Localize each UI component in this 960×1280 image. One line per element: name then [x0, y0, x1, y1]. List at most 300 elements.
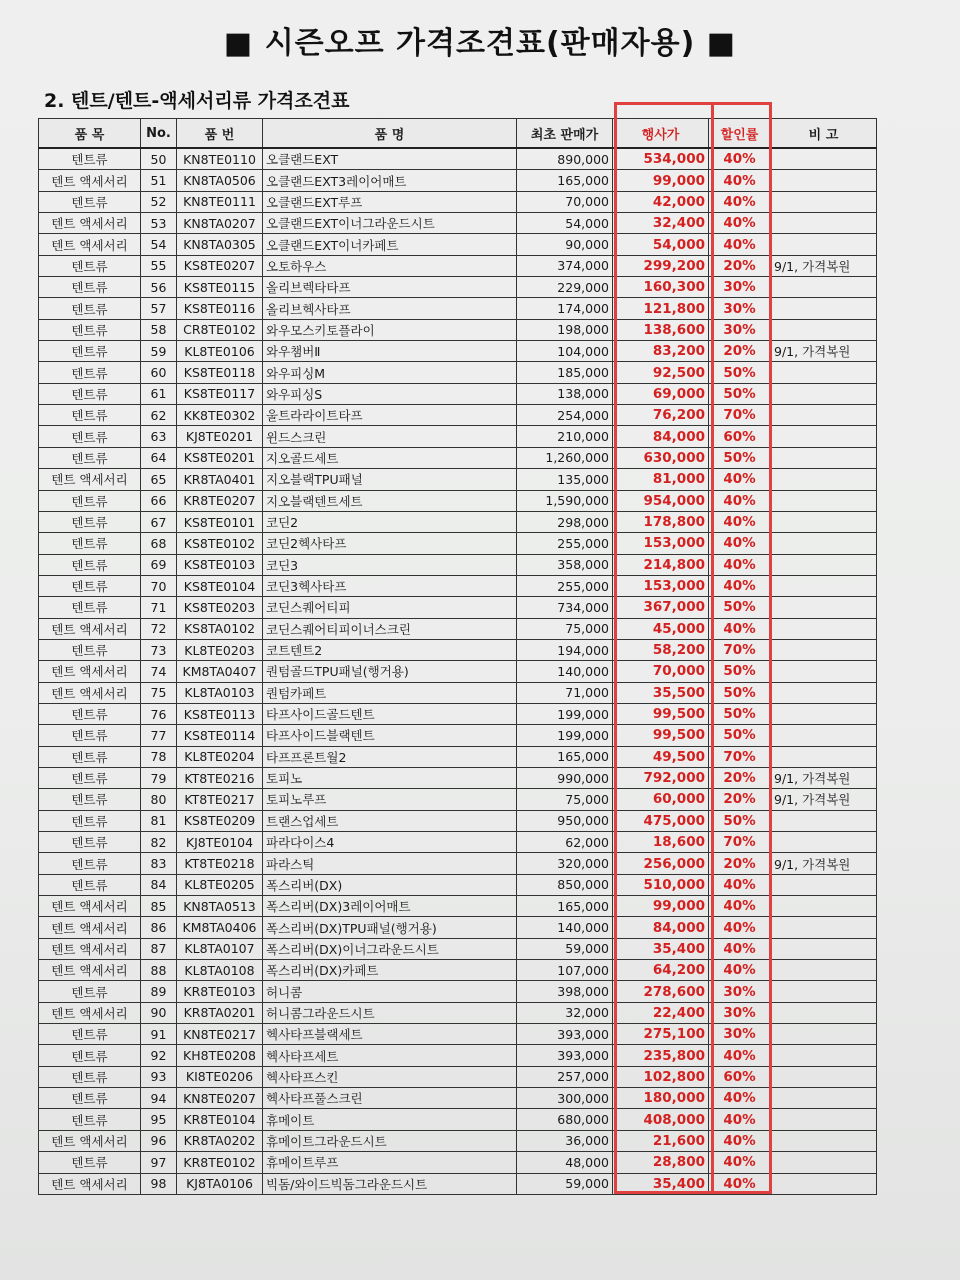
- cell-event-price: 42,000: [613, 191, 709, 212]
- cell-no: 95: [141, 1109, 177, 1130]
- cell-note: [771, 896, 877, 917]
- cell-no: 67: [141, 511, 177, 532]
- cell-no: 62: [141, 405, 177, 426]
- cell-note: 9/1, 가격복원: [771, 767, 877, 788]
- table-row: [39, 191, 877, 212]
- cell-name: 와우챔버Ⅱ: [263, 341, 517, 362]
- cell-name: 퀀텀골드TPU패널(행거용): [263, 661, 517, 682]
- cell-name: 폭스리버(DX): [263, 874, 517, 895]
- cell-discount-rate: 30%: [709, 1024, 771, 1045]
- cell-event-price: 153,000: [613, 575, 709, 596]
- cell-code: KR8TA0201: [177, 1002, 263, 1023]
- cell-name: 코딘스퀘어티피이너스크린: [263, 618, 517, 639]
- cell-discount-rate: 40%: [709, 575, 771, 596]
- cell-no: 94: [141, 1088, 177, 1109]
- cell-no: 51: [141, 170, 177, 191]
- header-discount-rate: 할인률: [709, 119, 771, 149]
- table-row: [39, 1109, 877, 1130]
- cell-note: 9/1, 가격복원: [771, 789, 877, 810]
- table-row: [39, 981, 877, 1002]
- cell-note: [771, 148, 877, 170]
- cell-code: KS8TE0201: [177, 447, 263, 468]
- cell-event-price: 70,000: [613, 661, 709, 682]
- cell-name: 폭스리버(DX)TPU패널(행거용): [263, 917, 517, 938]
- cell-discount-rate: 40%: [709, 1045, 771, 1066]
- cell-category: 텐트류: [39, 405, 141, 426]
- cell-name: 헥사타프세트: [263, 1045, 517, 1066]
- table-row: [39, 725, 877, 746]
- cell-event-price: 475,000: [613, 810, 709, 831]
- cell-note: [771, 1109, 877, 1130]
- table-row: [39, 853, 877, 874]
- table-row: [39, 1173, 877, 1194]
- table-row: [39, 896, 877, 917]
- cell-category: 텐트류: [39, 362, 141, 383]
- cell-discount-rate: 60%: [709, 426, 771, 447]
- cell-no: 81: [141, 810, 177, 831]
- cell-discount-rate: 50%: [709, 447, 771, 468]
- cell-code: KN8TE0111: [177, 191, 263, 212]
- cell-name: 타프사이드블랙텐트: [263, 725, 517, 746]
- cell-category: 텐트류: [39, 298, 141, 319]
- cell-no: 75: [141, 682, 177, 703]
- cell-code: KJ8TE0201: [177, 426, 263, 447]
- cell-code: KL8TA0107: [177, 938, 263, 959]
- cell-code: KS8TE0209: [177, 810, 263, 831]
- cell-discount-rate: 40%: [709, 1109, 771, 1130]
- cell-note: [771, 960, 877, 981]
- cell-event-price: 256,000: [613, 853, 709, 874]
- cell-code: KR8TE0103: [177, 981, 263, 1002]
- cell-name: 허니콤그라운드시트: [263, 1002, 517, 1023]
- cell-name: 타프사이드골드텐트: [263, 703, 517, 724]
- cell-name: 오클랜드EXT: [263, 148, 517, 170]
- cell-discount-rate: 40%: [709, 554, 771, 575]
- cell-discount-rate: 30%: [709, 298, 771, 319]
- cell-no: 93: [141, 1066, 177, 1087]
- table-row: [39, 575, 877, 596]
- cell-name: 허니콤: [263, 981, 517, 1002]
- table-row: [39, 618, 877, 639]
- cell-name: 빅돔/와이드빅돔그라운드시트: [263, 1173, 517, 1194]
- cell-name: 울트라라이트타프: [263, 405, 517, 426]
- cell-discount-rate: 40%: [709, 1130, 771, 1151]
- table-row: [39, 213, 877, 234]
- cell-discount-rate: 50%: [709, 810, 771, 831]
- cell-note: [771, 1045, 877, 1066]
- cell-category: 텐트류: [39, 319, 141, 340]
- table-row: [39, 490, 877, 511]
- cell-discount-rate: 40%: [709, 213, 771, 234]
- table-row: [39, 362, 877, 383]
- cell-note: [771, 917, 877, 938]
- cell-name: 코딘2헥사타프: [263, 533, 517, 554]
- cell-code: KL8TE0203: [177, 639, 263, 660]
- cell-code: KS8TE0103: [177, 554, 263, 575]
- cell-discount-rate: 40%: [709, 234, 771, 255]
- table-row: [39, 511, 877, 532]
- cell-event-price: 235,800: [613, 1045, 709, 1066]
- cell-discount-rate: 40%: [709, 1173, 771, 1194]
- cell-name: 와우피싱S: [263, 383, 517, 404]
- cell-code: KK8TE0302: [177, 405, 263, 426]
- cell-name: 트랜스업세트: [263, 810, 517, 831]
- cell-name: 코딘3: [263, 554, 517, 575]
- cell-name: 파라스틱: [263, 853, 517, 874]
- cell-category: 텐트류: [39, 426, 141, 447]
- table-row: [39, 597, 877, 618]
- cell-code: KN8TA0305: [177, 234, 263, 255]
- cell-original-price: 358,000: [517, 554, 613, 575]
- cell-code: KR8TA0401: [177, 469, 263, 490]
- cell-note: [771, 1088, 877, 1109]
- cell-note: [771, 469, 877, 490]
- cell-category: 텐트류: [39, 853, 141, 874]
- cell-code: KS8TE0203: [177, 597, 263, 618]
- cell-original-price: 165,000: [517, 170, 613, 191]
- cell-no: 74: [141, 661, 177, 682]
- cell-name: 코트텐트2: [263, 639, 517, 660]
- cell-category: 텐트류: [39, 810, 141, 831]
- cell-name: 헥사타프스킨: [263, 1066, 517, 1087]
- cell-name: 파라다이스4: [263, 832, 517, 853]
- cell-original-price: 90,000: [517, 234, 613, 255]
- cell-code: KT8TE0216: [177, 767, 263, 788]
- cell-note: [771, 490, 877, 511]
- cell-original-price: 210,000: [517, 426, 613, 447]
- cell-name: 오클랜드EXT3레이어매트: [263, 170, 517, 191]
- cell-category: 텐트류: [39, 1066, 141, 1087]
- cell-name: 오클랜드EXT루프: [263, 191, 517, 212]
- cell-note: [771, 426, 877, 447]
- cell-event-price: 99,000: [613, 896, 709, 917]
- cell-note: [771, 533, 877, 554]
- cell-code: KL8TE0205: [177, 874, 263, 895]
- cell-original-price: 75,000: [517, 618, 613, 639]
- cell-category: 텐트류: [39, 255, 141, 276]
- cell-event-price: 84,000: [613, 917, 709, 938]
- cell-note: [771, 191, 877, 212]
- cell-no: 89: [141, 981, 177, 1002]
- cell-code: KL8TE0106: [177, 341, 263, 362]
- cell-note: [771, 319, 877, 340]
- cell-note: [771, 725, 877, 746]
- cell-category: 텐트류: [39, 725, 141, 746]
- cell-event-price: 69,000: [613, 383, 709, 404]
- cell-category: 텐트류: [39, 383, 141, 404]
- cell-category: 텐트류: [39, 597, 141, 618]
- cell-category: 텐트류: [39, 789, 141, 810]
- header-note: 비 고: [771, 119, 877, 149]
- cell-category: 텐트류: [39, 575, 141, 596]
- table-row: [39, 426, 877, 447]
- header-original-price: 최초 판매가: [517, 119, 613, 149]
- header-event-price: 행사가: [613, 119, 709, 149]
- cell-note: [771, 1152, 877, 1173]
- cell-no: 50: [141, 148, 177, 170]
- cell-note: [771, 938, 877, 959]
- cell-no: 87: [141, 938, 177, 959]
- cell-code: KR8TE0102: [177, 1152, 263, 1173]
- cell-no: 64: [141, 447, 177, 468]
- cell-name: 지오골드세트: [263, 447, 517, 468]
- cell-code: KS8TE0113: [177, 703, 263, 724]
- cell-note: [771, 874, 877, 895]
- cell-event-price: 121,800: [613, 298, 709, 319]
- cell-original-price: 374,000: [517, 255, 613, 276]
- cell-no: 79: [141, 767, 177, 788]
- cell-no: 72: [141, 618, 177, 639]
- cell-original-price: 990,000: [517, 767, 613, 788]
- cell-original-price: 174,000: [517, 298, 613, 319]
- cell-category: 텐트 액세서리: [39, 917, 141, 938]
- cell-original-price: 850,000: [517, 874, 613, 895]
- cell-event-price: 92,500: [613, 362, 709, 383]
- table-row: [39, 682, 877, 703]
- cell-code: KL8TA0103: [177, 682, 263, 703]
- cell-no: 71: [141, 597, 177, 618]
- cell-event-price: 35,500: [613, 682, 709, 703]
- cell-note: [771, 277, 877, 298]
- cell-name: 휴메이트그라운드시트: [263, 1130, 517, 1151]
- cell-event-price: 138,600: [613, 319, 709, 340]
- cell-note: [771, 234, 877, 255]
- cell-category: 텐트 액세서리: [39, 960, 141, 981]
- cell-category: 텐트류: [39, 1045, 141, 1066]
- cell-note: [771, 810, 877, 831]
- cell-category: 텐트류: [39, 191, 141, 212]
- cell-note: 9/1, 가격복원: [771, 341, 877, 362]
- table-row: [39, 767, 877, 788]
- cell-code: KJ8TA0106: [177, 1173, 263, 1194]
- cell-original-price: 185,000: [517, 362, 613, 383]
- cell-no: 78: [141, 746, 177, 767]
- cell-event-price: 408,000: [613, 1109, 709, 1130]
- cell-event-price: 534,000: [613, 148, 709, 170]
- cell-original-price: 104,000: [517, 341, 613, 362]
- cell-category: 텐트류: [39, 767, 141, 788]
- cell-event-price: 180,000: [613, 1088, 709, 1109]
- cell-event-price: 60,000: [613, 789, 709, 810]
- cell-category: 텐트류: [39, 341, 141, 362]
- cell-name: 폭스리버(DX)3레이어매트: [263, 896, 517, 917]
- cell-code: KS8TE0117: [177, 383, 263, 404]
- cell-original-price: 198,000: [517, 319, 613, 340]
- cell-event-price: 510,000: [613, 874, 709, 895]
- cell-original-price: 165,000: [517, 896, 613, 917]
- cell-event-price: 22,400: [613, 1002, 709, 1023]
- cell-discount-rate: 50%: [709, 362, 771, 383]
- cell-event-price: 153,000: [613, 533, 709, 554]
- cell-no: 90: [141, 1002, 177, 1023]
- cell-original-price: 48,000: [517, 1152, 613, 1173]
- cell-no: 84: [141, 874, 177, 895]
- cell-original-price: 194,000: [517, 639, 613, 660]
- cell-name: 휴메이트: [263, 1109, 517, 1130]
- cell-original-price: 140,000: [517, 661, 613, 682]
- cell-code: KS8TE0102: [177, 533, 263, 554]
- cell-code: KS8TE0104: [177, 575, 263, 596]
- cell-category: 텐트류: [39, 832, 141, 853]
- cell-event-price: 64,200: [613, 960, 709, 981]
- table-row: [39, 832, 877, 853]
- cell-no: 76: [141, 703, 177, 724]
- table-row: [39, 1024, 877, 1045]
- cell-event-price: 792,000: [613, 767, 709, 788]
- cell-note: [771, 682, 877, 703]
- cell-discount-rate: 40%: [709, 148, 771, 170]
- cell-note: [771, 213, 877, 234]
- cell-note: [771, 170, 877, 191]
- cell-no: 63: [141, 426, 177, 447]
- cell-event-price: 275,100: [613, 1024, 709, 1045]
- cell-no: 91: [141, 1024, 177, 1045]
- cell-note: [771, 832, 877, 853]
- cell-name: 올리브렉타타프: [263, 277, 517, 298]
- cell-note: [771, 447, 877, 468]
- cell-original-price: 1,590,000: [517, 490, 613, 511]
- cell-name: 헥사타프블랙세트: [263, 1024, 517, 1045]
- cell-event-price: 278,600: [613, 981, 709, 1002]
- cell-note: [771, 405, 877, 426]
- cell-note: [771, 383, 877, 404]
- cell-original-price: 54,000: [517, 213, 613, 234]
- cell-category: 텐트류: [39, 148, 141, 170]
- cell-name: 헥사타프풀스크린: [263, 1088, 517, 1109]
- cell-no: 73: [141, 639, 177, 660]
- cell-note: [771, 639, 877, 660]
- cell-category: 텐트류: [39, 533, 141, 554]
- cell-code: KS8TA0102: [177, 618, 263, 639]
- cell-no: 66: [141, 490, 177, 511]
- cell-event-price: 28,800: [613, 1152, 709, 1173]
- cell-name: 오클랜드EXT이너카페트: [263, 234, 517, 255]
- cell-category: 텐트류: [39, 511, 141, 532]
- cell-code: KJ8TE0104: [177, 832, 263, 853]
- cell-discount-rate: 50%: [709, 703, 771, 724]
- cell-code: KM8TA0406: [177, 917, 263, 938]
- cell-code: KT8TE0218: [177, 853, 263, 874]
- cell-code: KS8TE0115: [177, 277, 263, 298]
- cell-original-price: 680,000: [517, 1109, 613, 1130]
- cell-name: 지오블랙TPU패널: [263, 469, 517, 490]
- cell-no: 58: [141, 319, 177, 340]
- cell-discount-rate: 40%: [709, 917, 771, 938]
- cell-no: 92: [141, 1045, 177, 1066]
- cell-event-price: 83,200: [613, 341, 709, 362]
- cell-category: 텐트 액세서리: [39, 661, 141, 682]
- cell-note: [771, 298, 877, 319]
- cell-code: KN8TA0207: [177, 213, 263, 234]
- cell-code: KR8TA0202: [177, 1130, 263, 1151]
- cell-discount-rate: 40%: [709, 469, 771, 490]
- cell-category: 텐트류: [39, 490, 141, 511]
- cell-event-price: 99,500: [613, 725, 709, 746]
- page-title: ■ 시즌오프 가격조견표(판매자용) ■: [223, 26, 737, 61]
- cell-name: 오토하우스: [263, 255, 517, 276]
- cell-discount-rate: 20%: [709, 789, 771, 810]
- cell-category: 텐트 액세서리: [39, 234, 141, 255]
- cell-code: KL8TA0108: [177, 960, 263, 981]
- cell-original-price: 890,000: [517, 148, 613, 170]
- cell-original-price: 138,000: [517, 383, 613, 404]
- cell-event-price: 99,000: [613, 170, 709, 191]
- cell-discount-rate: 40%: [709, 1088, 771, 1109]
- cell-no: 98: [141, 1173, 177, 1194]
- cell-code: KN8TE0207: [177, 1088, 263, 1109]
- cell-original-price: 1,260,000: [517, 447, 613, 468]
- table-row: [39, 1002, 877, 1023]
- cell-event-price: 32,400: [613, 213, 709, 234]
- cell-original-price: 298,000: [517, 511, 613, 532]
- table-row: [39, 1152, 877, 1173]
- cell-discount-rate: 50%: [709, 725, 771, 746]
- cell-no: 97: [141, 1152, 177, 1173]
- cell-original-price: 257,000: [517, 1066, 613, 1087]
- cell-name: 토피노루프: [263, 789, 517, 810]
- cell-code: KN8TA0506: [177, 170, 263, 191]
- cell-event-price: 18,600: [613, 832, 709, 853]
- header-code: 품 번: [177, 119, 263, 149]
- price-table: [38, 118, 877, 1195]
- cell-note: [771, 511, 877, 532]
- cell-discount-rate: 40%: [709, 618, 771, 639]
- cell-discount-rate: 20%: [709, 341, 771, 362]
- cell-discount-rate: 40%: [709, 191, 771, 212]
- cell-event-price: 76,200: [613, 405, 709, 426]
- cell-event-price: 160,300: [613, 277, 709, 298]
- cell-original-price: 70,000: [517, 191, 613, 212]
- cell-code: KR8TE0207: [177, 490, 263, 511]
- cell-category: 텐트류: [39, 1109, 141, 1130]
- cell-discount-rate: 40%: [709, 938, 771, 959]
- cell-no: 77: [141, 725, 177, 746]
- cell-category: 텐트 액세서리: [39, 896, 141, 917]
- cell-name: 오클랜드EXT이너그라운드시트: [263, 213, 517, 234]
- cell-event-price: 954,000: [613, 490, 709, 511]
- cell-original-price: 165,000: [517, 746, 613, 767]
- table-row: [39, 1088, 877, 1109]
- table-row: [39, 874, 877, 895]
- cell-code: KS8TE0101: [177, 511, 263, 532]
- cell-event-price: 84,000: [613, 426, 709, 447]
- cell-category: 텐트 액세서리: [39, 1002, 141, 1023]
- cell-event-price: 81,000: [613, 469, 709, 490]
- cell-discount-rate: 30%: [709, 981, 771, 1002]
- cell-original-price: 135,000: [517, 469, 613, 490]
- table-row: [39, 298, 877, 319]
- table-row: [39, 1130, 877, 1151]
- cell-original-price: 398,000: [517, 981, 613, 1002]
- cell-no: 61: [141, 383, 177, 404]
- cell-no: 53: [141, 213, 177, 234]
- cell-code: KM8TA0407: [177, 661, 263, 682]
- cell-no: 96: [141, 1130, 177, 1151]
- cell-name: 폭스리버(DX)카페트: [263, 960, 517, 981]
- cell-category: 텐트류: [39, 554, 141, 575]
- cell-category: 텐트류: [39, 1088, 141, 1109]
- cell-no: 85: [141, 896, 177, 917]
- cell-no: 52: [141, 191, 177, 212]
- cell-category: 텐트류: [39, 1152, 141, 1173]
- cell-category: 텐트류: [39, 981, 141, 1002]
- table-row: [39, 639, 877, 660]
- table-row: [39, 960, 877, 981]
- cell-original-price: 32,000: [517, 1002, 613, 1023]
- cell-note: [771, 597, 877, 618]
- cell-discount-rate: 40%: [709, 960, 771, 981]
- cell-note: [771, 703, 877, 724]
